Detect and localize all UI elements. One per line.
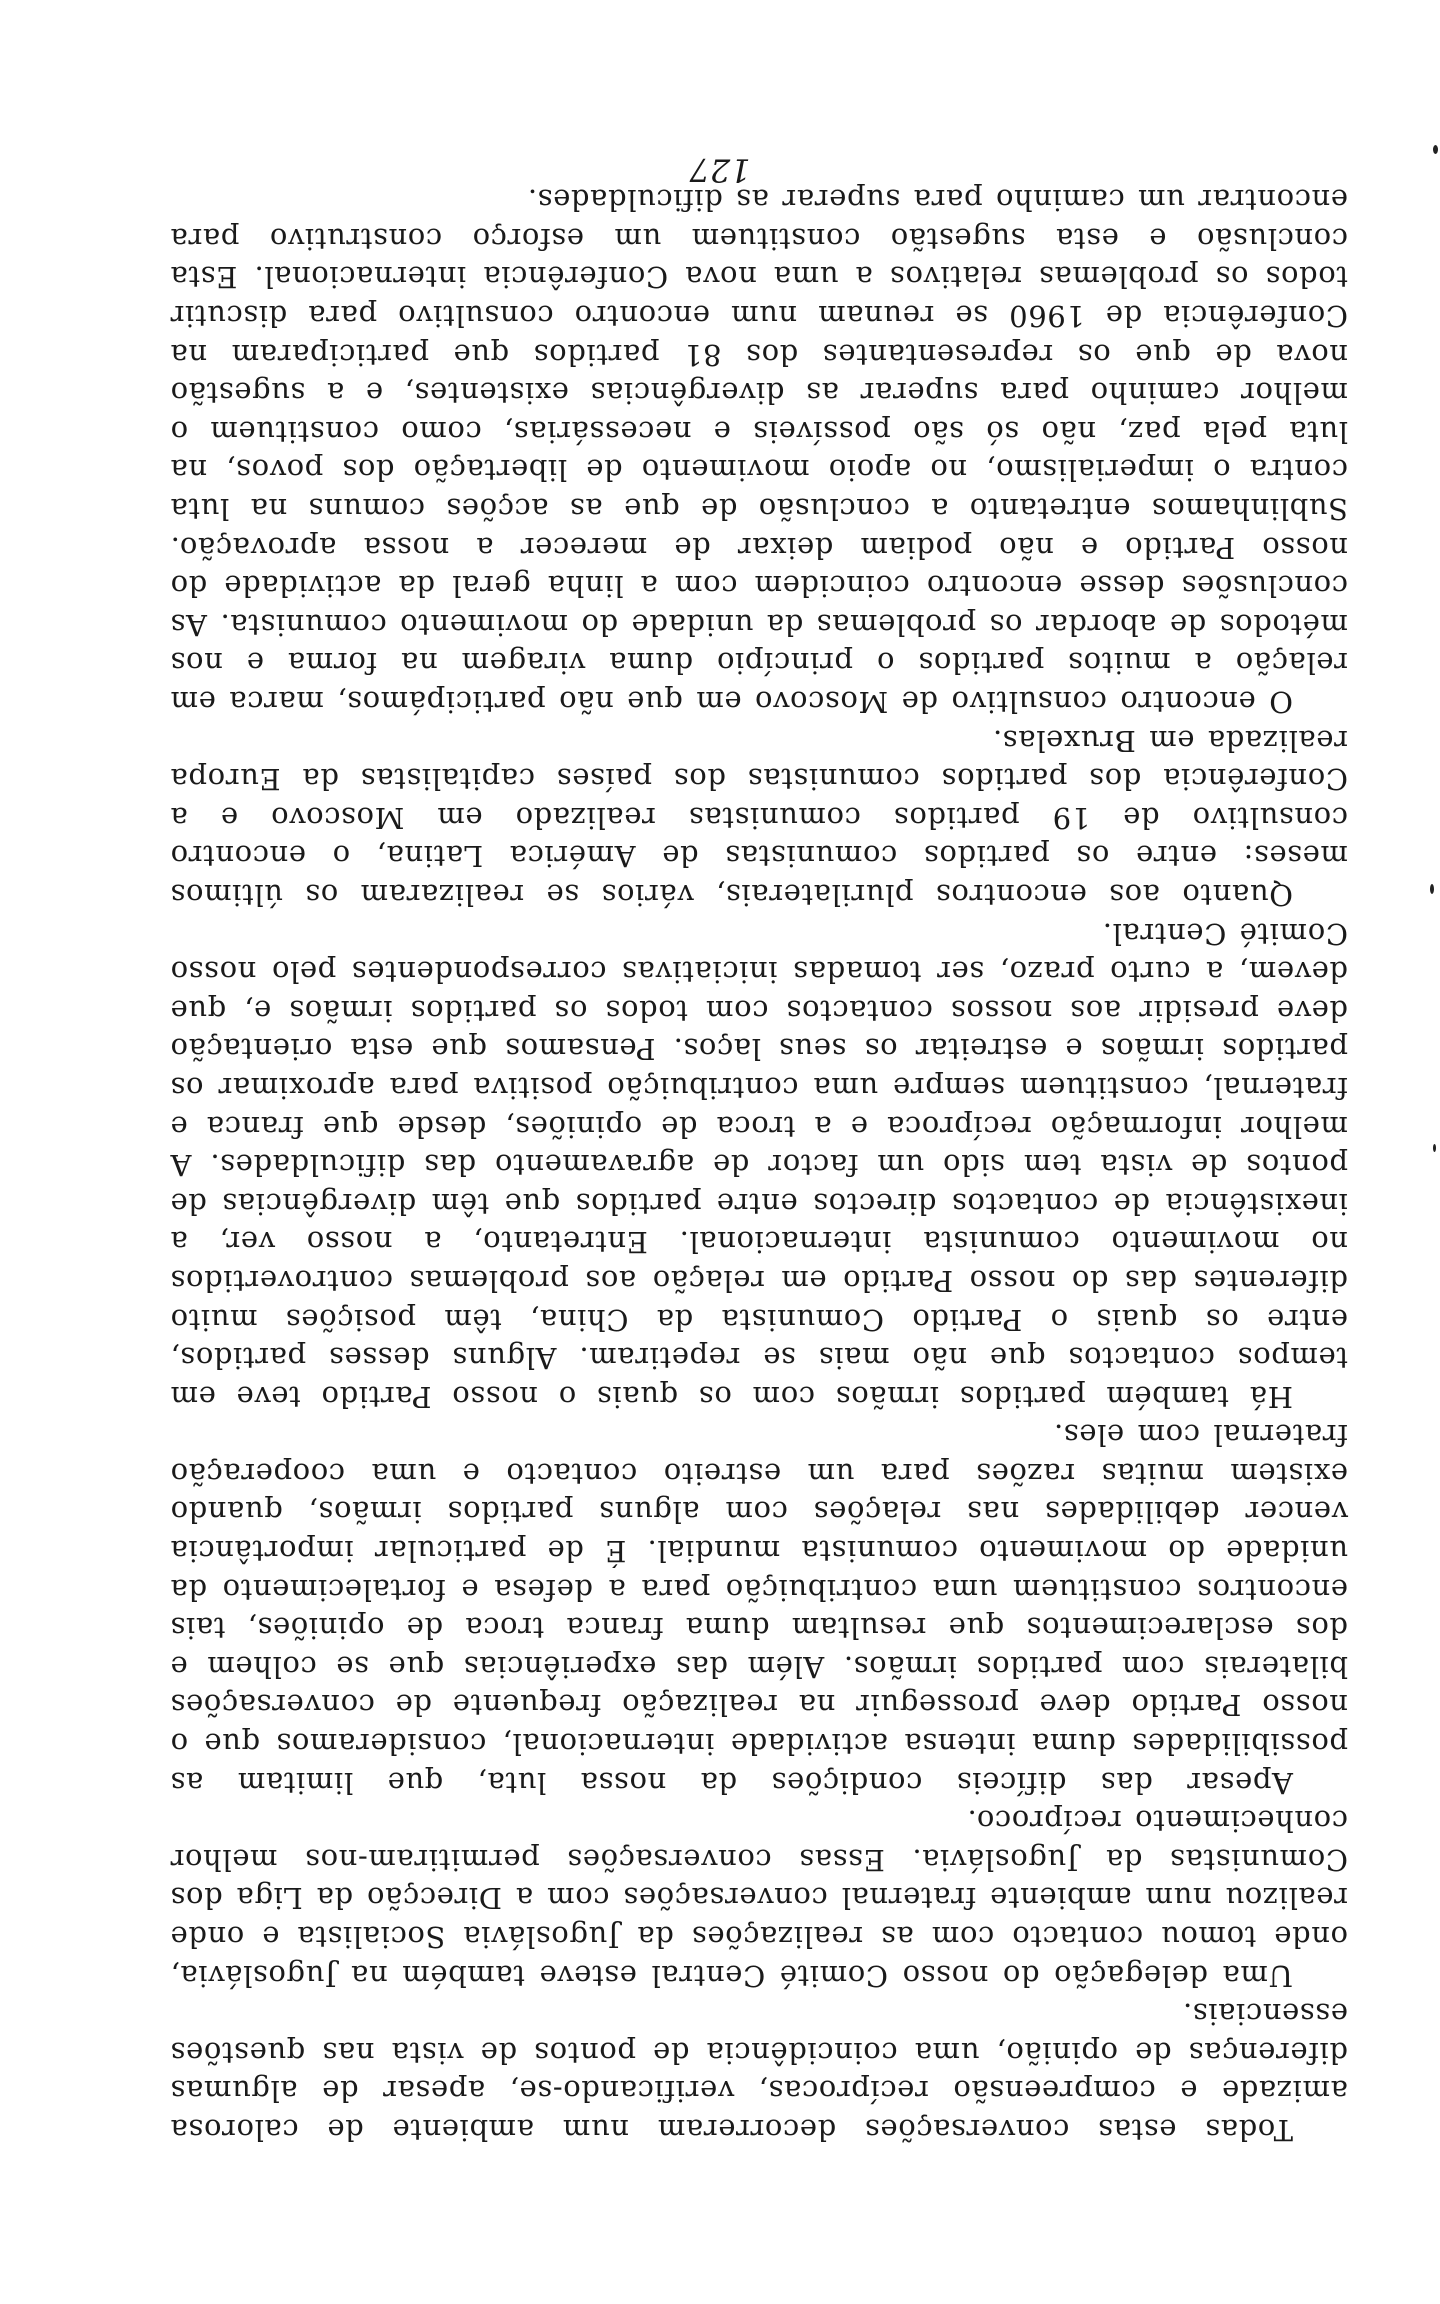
paragraph-1: Todas estas conversações decorreram num ambiente de calorosa amizade e compreensão recíprocas, verificando-se, apesar de algumas diferenças de opinião, uma coincidência de pontos de vista nas questões essenciais. xyxy=(170,1997,1348,2147)
scan-mark-bottom xyxy=(1433,1144,1436,1152)
paragraph-3: Apesar das difíceis condições da nossa luta, que limitam as possibilidades duma intensa actividade internacional, consideramos que o nosso Partido deve prosseguir na realização frequente de conversações bilaterais com partidos irmãos. Além das experiências que se colhem e dos esclarecimentos que resultam duma franca troca de opiniões, tais encontros constituem uma contribuição para a defesa e fortalecimento da unidade do movimento comunista mundial. É de particular importância vencer debilidades nas relações com alguns partidos irmãos, quando existem muitas razões para um estreito contacto e uma cooperação fraternal com eles. xyxy=(170,1418,1348,1800)
paragraph-2: Uma delegação do nosso Comité Central esteve também na Jugoslávia, onde tomou contacto com as realizações da Jugoslávia Socialista e onde realizou num ambiente fraternal conversações com a Direcção da Liga dos Comunistas da Jugoslávia. Essas conversações permitiram-nos melhor conhecimento recíproco. xyxy=(170,1804,1348,1993)
scan-mark-top xyxy=(1433,145,1438,154)
paragraph-6: O encontro consultivo de Moscovo em que não participámos, marca em relação a muitos partidos o princípio duma viragem na forma e nos métodos de abordar os problemas da unidade do movimento comunista. As conclusões desse encontro coincidem com a linha geral da actividade do nosso Partido e não podiam deixar de merecer a nossa aprovação. Sublinhamos entretanto a conclusão de que as acções comuns na luta contra o imperialismo, no apoio movimento de libertação dos povos, na luta pela paz, não só são possíveis e necessárias, como constituem o melhor caminho para superar as divergências existentes, e a sugestão nova de que os representantes dos 81 partidos que participaram na Conferência de 1960 se reunam num encontro consultivo para discutir todos os problemas relativos a uma nova Conferência internacional. Esta conclusão e esta sugestão constituem um esforço construtivo para encontrar um caminho para superar as dificuldades. xyxy=(170,183,1348,720)
paragraph-4: Há também partidos irmãos com os quais o nosso Partido teve em tempos contactos que não mais se repetiram. Alguns desses partidos, entre os quais o Partido Comunista da China, têm posições muito diferentes das do nosso Partido em relação aos problemas controvertidos no movimento comunista internacional. Entretanto, a nosso ver, a inexistência de contactos directos entre partidos que têm divergências de pontos de vista tem sido um factor de agravamento das dificuldades. A melhor informação recíproca e a troca de opiniões, desde que franca e fraternal, constituem sempre uma contribuição positiva para aproximar os partidos irmãos e estreitar os seus laços. Pensamos que esta orientação deve presidir aos nossos contactos com todos os partidos irmãos e, que devem, a curto prazo, ser tomadas iniciativas correspondentes pelo nosso Comité Central. xyxy=(170,916,1348,1414)
body-text xyxy=(170,181,1348,2149)
scan-mark-middle xyxy=(1430,884,1434,894)
paragraph-5: Quanto aos encontros plurilaterais, vários se realizaram os últimos meses: entre os partidos comunistas de América Latina, o encontro consultivo de 19 partidos comunistas realizado em Moscovo e a Conferência dos partidos comunistas dos países capitalistas da Europa realizada em Bruxelas. xyxy=(170,723,1348,912)
page-number: 127 xyxy=(689,151,751,189)
